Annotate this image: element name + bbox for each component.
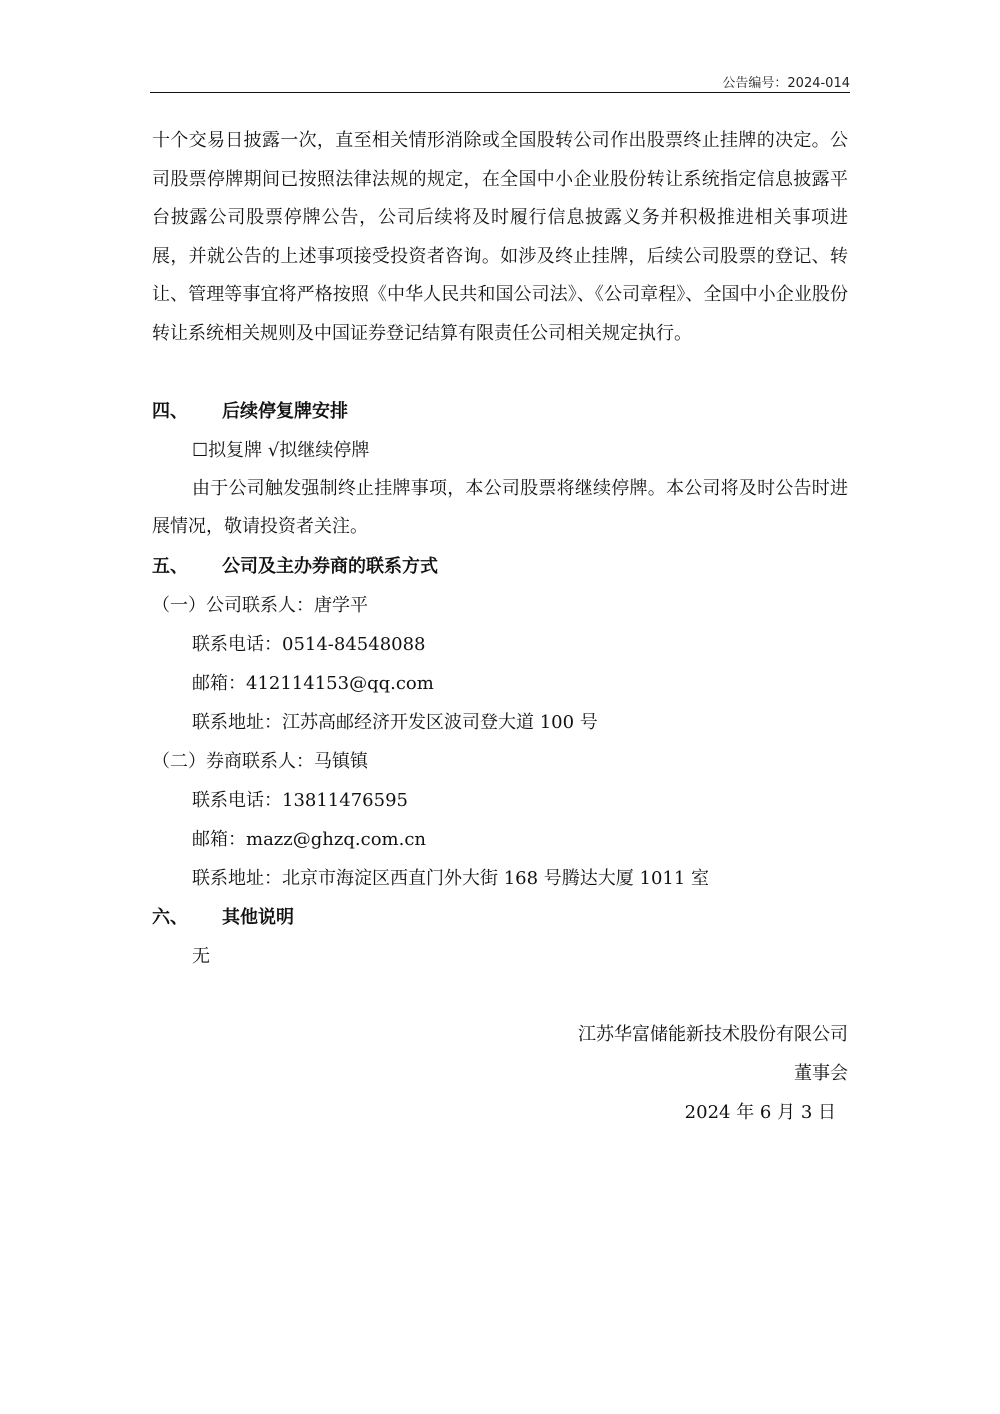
company-address: 联系地址：江苏高邮经济开发区波司登大道 100 号 <box>192 711 598 733</box>
signature-company: 江苏华富储能新技术股份有限公司 <box>578 1023 848 1045</box>
section6-text: 无 <box>192 945 210 967</box>
section-title: 公司及主办券商的联系方式 <box>222 555 438 577</box>
signature-date: 2024 年 6 月 3 日 <box>684 1101 836 1123</box>
section-heading-5 <box>152 547 848 586</box>
header-rule <box>150 92 850 93</box>
section-title: 其他说明 <box>222 906 294 928</box>
broker-phone: 联系电话：13811476595 <box>192 789 408 811</box>
resumption-options: ☐拟复牌 √拟继续停牌 <box>192 439 370 461</box>
section4-paragraph: 由于公司触发强制终止挂牌事项，本公司股票将继续停牌。本公司将及时公告时进展情况，敬请投资者关注。 <box>152 477 848 538</box>
continuation-paragraph: 十个交易日披露一次，直至相关情形消除或全国股转公司作出股票终止挂牌的决定。公司股票停牌期间已按照法律法规的规定，在全国中小企业股份转让系统指定信息披露平台披露公司股票停牌公告，公司后续将及时履行信息披露义务并积极推进相关事项进展，并就公告的上述事项接受投资者咨询。如涉及终止挂牌，后续公司股票的登记、转让、管理等事宜将严格按照《中华人民共和国公司法》、《公司章程》、全国中小企业股份转让系统相关规则及中国证券登记结算有限责任公司相关规定执行。 <box>152 130 848 344</box>
section-number: 四、 <box>152 400 188 422</box>
section-number: 六、 <box>152 906 188 928</box>
section-number: 五、 <box>152 555 188 577</box>
broker-contact-heading: （二）券商联系人：马镇镇 <box>152 750 368 772</box>
document-body <box>152 122 848 1132</box>
broker-address: 联系地址：北京市海淀区西直门外大街 168 号腾达大厦 1011 室 <box>192 867 710 889</box>
signature-board: 董事会 <box>794 1062 848 1084</box>
company-email: 邮箱：412114153@qq.com <box>192 672 434 694</box>
section-heading-4 <box>152 392 848 431</box>
company-contact-heading: （一）公司联系人：唐学平 <box>152 594 368 616</box>
section-title: 后续停复牌安排 <box>222 400 348 422</box>
broker-email: 邮箱：mazz@ghzq.com.cn <box>192 828 426 850</box>
announcement-number: 公告编号：2024-014 <box>722 76 850 91</box>
section-heading-6 <box>152 898 848 937</box>
company-phone: 联系电话：0514-84548088 <box>192 633 426 655</box>
